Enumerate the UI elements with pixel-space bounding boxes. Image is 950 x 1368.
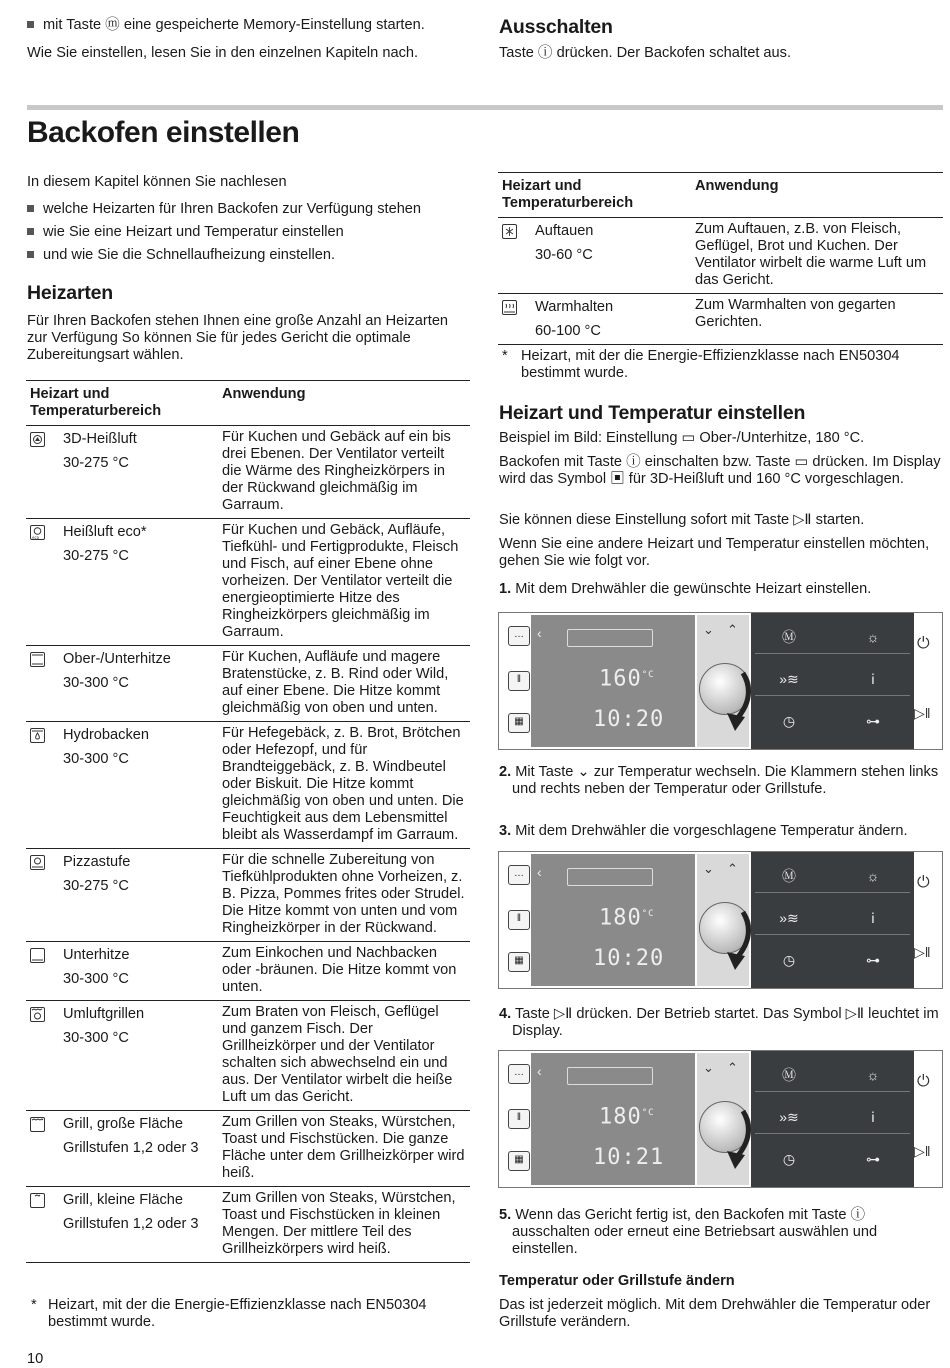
hydro-baking-icon: [30, 728, 47, 745]
list-item-text: welche Heizarten für Ihren Backofen zur Verfügung stehen: [43, 201, 422, 217]
table-row: [26, 1187, 470, 1263]
step-number: 1.: [499, 581, 512, 597]
power-icon: ⏻: [917, 1073, 930, 1090]
temperature-unit: °C: [641, 1108, 655, 1118]
einstellen-p3: Sie können diese Einstellung sofort mit Taste ▷Ⅱ starten.: [499, 512, 865, 528]
table-header-col1: Heizart und Temperaturbereich: [26, 381, 218, 426]
mode-display-box: [567, 629, 653, 647]
anwendung-cell: Zum Grillen von Steaks, Würstchen, Toast und Fischstücken in kleinen Mengen. Der mittlere Teil des Grillheizkörpers wird heiß.: [218, 1187, 470, 1263]
heizart-range: 30-300 °C: [63, 971, 129, 987]
temperature-display: [599, 905, 655, 931]
step-number: 3.: [499, 823, 512, 839]
heizart-cell: [26, 519, 218, 646]
einstellen-title: Heizart und Temperatur einstellen: [499, 402, 806, 424]
step-3: [499, 823, 943, 840]
heizart-name: Warmhalten: [535, 299, 614, 315]
top-bottom-heat-icon: [30, 652, 47, 669]
chevron-left-icon: ‹: [537, 1063, 542, 1079]
step-2: [499, 764, 939, 798]
control-panel-illustration: [498, 851, 943, 989]
memory-icon: Ⓜ: [782, 629, 796, 645]
heizart-name: Heißluft eco*: [63, 524, 147, 540]
menu-button-icon: …: [508, 865, 530, 885]
table-header-col2: Anwendung: [218, 381, 470, 426]
control-panel-illustration: [498, 612, 943, 750]
heizarten-table-cont: [498, 172, 943, 345]
lamp-icon: ☼: [866, 868, 880, 884]
table-row: [26, 519, 470, 646]
info-icon: ⅰ: [871, 1109, 875, 1125]
heizart-name: Auftauen: [535, 223, 594, 239]
heizart-cell: [498, 294, 691, 345]
start-pause-icon: ▷‖: [914, 944, 931, 960]
table-row: [26, 426, 470, 519]
heizart-name: 3D-Heißluft: [63, 431, 137, 447]
footnote-star: *: [502, 348, 508, 364]
cookbook-button-icon: ǁ: [508, 910, 530, 930]
3d-hot-air-icon: [30, 432, 47, 449]
keep-warm-icon: [502, 300, 519, 317]
button-panel: [751, 613, 914, 749]
heizart-range: 30-275 °C: [63, 455, 129, 471]
key-lock-icon: ⊶: [866, 1151, 880, 1167]
anwendung-cell: Zum Warmhalten von gegarten Gerichten.: [691, 294, 943, 345]
power-icon: ⏻: [917, 635, 930, 652]
heizart-cell: [26, 942, 218, 1001]
table-row: [26, 942, 470, 1001]
timer-icon: ◷: [782, 1151, 796, 1167]
sub-text: Das ist jederzeit möglich. Mit dem Drehwähler die Temperatur oder Grillstufe verändern.: [499, 1297, 931, 1330]
heizart-range: Grillstufen 1,2 oder 3: [63, 1216, 199, 1232]
hot-air-grill-icon: [30, 1007, 47, 1024]
heizart-name: Umluftgrillen: [63, 1006, 145, 1022]
heizart-name: Grill, große Fläche: [63, 1116, 184, 1132]
grid-button-icon: ▦: [508, 1151, 530, 1171]
step-text: Taste ▷Ⅱ drücken. Der Betrieb startet. Das Symbol ▷Ⅱ leuchtet im Display.: [512, 1006, 939, 1039]
anwendung-cell: Für Kuchen, Aufläufe und magere Bratenstücke, z. B. Rind oder Wild, auf einer Ebene. Die Hitze kommt gleichmäßig von oben und unten.: [218, 646, 470, 722]
heizart-cell: [26, 646, 218, 722]
info-icon: ⅰ: [871, 910, 875, 926]
anwendung-cell: Zum Grillen von Steaks, Würstchen, Toast und Fischstücken. Die ganze Fläche unter dem Grillheizkörper wird heiß.: [218, 1111, 470, 1187]
temperature-display: [599, 1104, 655, 1130]
anwendung-cell: Für Kuchen und Gebäck auf ein bis drei Ebenen. Der Ventilator verteilt die Wärme des Ringheizkörpers in der Rückwand gleichmäßig im Garraum.: [218, 426, 470, 519]
anwendung-cell: Für die schnelle Zubereitung von Tiefkühlprodukten ohne Vorheizen, z. B. Pizza, Pommes frites oder Strudel. Die Hitze kommt von unten und vom Ringheizkörper in der Rückwand.: [218, 849, 470, 942]
anwendung-cell: Für Hefegebäck, z. B. Brot, Brötchen oder Hefezopf, und für Brandteiggebäck, z. B. Windbeutel oder Biskuit. Die Hitze kommt gleichmäßig von oben und unten. Die Feuchtigkeit aus dem Lebensmittel bleibt als Wasserdampf im Garraum.: [218, 722, 470, 849]
step-text: Mit dem Drehwähler die gewünschte Heizart einstellen.: [515, 581, 872, 597]
lamp-icon: ☼: [866, 1067, 880, 1083]
start-pause-icon: ▷‖: [914, 705, 931, 721]
heizarten-title: Heizarten: [27, 282, 113, 304]
ausschalten-text: Taste ⓘ drücken. Der Backofen schaltet aus.: [499, 45, 792, 61]
chevron-up-icon: ⌃: [727, 861, 738, 876]
time-display: 10:21: [593, 1145, 665, 1170]
temperature-value: 180: [599, 1104, 642, 1130]
chevron-down-icon: ⌄: [703, 622, 714, 637]
chevron-left-icon: ‹: [537, 864, 542, 880]
top-bullet-text: mit Taste ⓜ eine gespeicherte Memory-Einstellung starten.: [43, 17, 425, 33]
step-5: [499, 1207, 939, 1258]
start-pause-icon: ▷‖: [914, 1143, 931, 1159]
heizart-name: Grill, kleine Fläche: [63, 1192, 184, 1208]
button-panel: [751, 1051, 914, 1187]
top-note: Wie Sie einstellen, lesen Sie in den einzelnen Kapiteln nach.: [27, 45, 419, 61]
timer-icon: ◷: [782, 713, 796, 729]
step-number: 4.: [499, 1006, 512, 1022]
heizart-range: Grillstufen 1,2 oder 3: [63, 1140, 199, 1156]
heizart-range: 30-300 °C: [63, 1030, 129, 1046]
time-display: 10:20: [593, 946, 665, 971]
time-display: 10:20: [593, 707, 665, 732]
table-header-col2: Anwendung: [691, 173, 943, 218]
ausschalten-title: Ausschalten: [499, 16, 613, 38]
menu-button-icon: …: [508, 1064, 530, 1084]
temperature-unit: °C: [641, 909, 655, 919]
step-number: 5.: [499, 1207, 512, 1223]
hot-air-eco-icon: [30, 525, 47, 542]
page-number: 10: [27, 1351, 44, 1367]
rapid-heat-icon: »≋: [779, 1109, 799, 1125]
table-row: [26, 646, 470, 722]
heizart-cell: [26, 1111, 218, 1187]
list-item: [27, 224, 467, 241]
step-text: Mit dem Drehwähler die vorgeschlagene Temperatur ändern.: [515, 823, 908, 839]
step-4: [499, 1006, 939, 1040]
key-lock-icon: ⊶: [866, 713, 880, 729]
chevron-down-icon: ⌄: [703, 861, 714, 876]
svg-text:eco: eco: [32, 535, 40, 540]
lamp-icon: ☼: [866, 629, 880, 645]
cookbook-button-icon: ǁ: [508, 671, 530, 691]
heizart-range: 30-275 °C: [63, 548, 129, 564]
rapid-heat-icon: »≋: [779, 671, 799, 687]
heizart-name: Pizzastufe: [63, 854, 131, 870]
temperature-value: 180: [599, 905, 642, 931]
rotate-arrow-icon: [705, 908, 755, 978]
chevron-up-icon: ⌃: [727, 1060, 738, 1075]
anwendung-cell: Zum Einkochen und Nachbacken oder -bräunen. Die Hitze kommt von unten.: [218, 942, 470, 1001]
power-icon: ⏻: [917, 874, 930, 891]
memory-icon: Ⓜ: [782, 1067, 796, 1083]
step-1: [499, 581, 943, 598]
rotate-arrow-icon: [705, 1107, 755, 1177]
grill-small-icon: [30, 1193, 47, 1210]
knob-area: [697, 854, 749, 986]
rapid-heat-icon: »≋: [779, 910, 799, 926]
temperature-value: 160: [599, 666, 642, 692]
heizart-cell: [26, 1187, 218, 1263]
table-row: [26, 1001, 470, 1111]
memory-icon: Ⓜ: [782, 868, 796, 884]
heizart-name: Hydrobacken: [63, 727, 149, 743]
heizarten-text: Für Ihren Backofen stehen Ihnen eine große Anzahl an Heizarten zur Verfügung So können Sie für jedes Gericht die optimale Zubereitungsart wählen.: [27, 313, 449, 363]
key-lock-icon: ⊶: [866, 952, 880, 968]
heizart-cell: [26, 1001, 218, 1111]
heizarten-table: [26, 380, 470, 1263]
step-number: 2.: [499, 764, 512, 780]
anwendung-cell: Zum Auftauen, z.B. von Fleisch, Geflügel, Brot und Kuchen. Der Ventilator wirbelt die warme Luft um das Gericht.: [691, 218, 943, 294]
table-row: [26, 849, 470, 942]
footnote-right: Heizart, mit der die Energie-Effizienzklasse nach EN50304 bestimmt wurde.: [521, 348, 900, 381]
list-item-text: und wie Sie die Schnellaufheizung einstellen.: [43, 247, 336, 263]
list-item: [27, 201, 467, 218]
cookbook-button-icon: ǁ: [508, 1109, 530, 1129]
menu-button-icon: …: [508, 626, 530, 646]
anwendung-cell: Zum Braten von Fleisch, Geflügel und ganzem Fisch. Der Grillheizkörper und der Ventilator schalten sich abwechselnd ein und aus. Der Ventilator wirbelt die heiße Luft um das Gericht.: [218, 1001, 470, 1111]
temperature-unit: °C: [641, 670, 655, 680]
einstellen-p1: Beispiel im Bild: Einstellung ▭ Ober-/Unterhitze, 180 °C.: [499, 430, 865, 446]
grid-button-icon: ▦: [508, 952, 530, 972]
heizart-range: 60-100 °C: [535, 323, 601, 339]
timer-icon: ◷: [782, 952, 796, 968]
rotate-arrow-icon: [705, 669, 755, 739]
grill-large-icon: [30, 1117, 47, 1134]
footnote-star: *: [31, 1297, 37, 1313]
heizart-range: 30-60 °C: [535, 247, 593, 263]
info-icon: ⅰ: [871, 671, 875, 687]
table-header-col1: Heizart und Temperaturbereich: [498, 173, 691, 218]
knob-area: [697, 1053, 749, 1185]
einstellen-p4: Wenn Sie eine andere Heizart und Temperatur einstellen möchten, gehen Sie wie folgt vor.: [499, 536, 930, 569]
anwendung-cell: Für Kuchen und Gebäck, Aufläufe, Tiefkühl- und Fertigprodukte, Fleisch und Fisch, auf einer Ebene ohne vorheizen. Der Ventilator verteilt die energieoptimierte Hitze des Ringheizkörpers gleichmäßig im Garraum.: [218, 519, 470, 646]
table-row: [26, 1111, 470, 1187]
display-area: [531, 854, 695, 986]
heizart-range: 30-275 °C: [63, 878, 129, 894]
mode-display-box: [567, 868, 653, 886]
display-area: [531, 1053, 695, 1185]
top-bullet: [27, 17, 467, 34]
heizart-name: Unterhitze: [63, 947, 130, 963]
heizart-cell: [26, 849, 218, 942]
pizza-setting-icon: [30, 855, 47, 872]
temperature-display: [599, 666, 655, 692]
einstellen-p2: Backofen mit Taste ⓘ einschalten bzw. Taste ▭ drücken. Im Display wird das Symbol ▣ für 3D-Heißluft und 160 °C vorgeschlagen.: [499, 454, 941, 487]
mode-display-box: [567, 1067, 653, 1085]
section-divider: [27, 105, 943, 110]
heizart-range: 30-300 °C: [63, 751, 129, 767]
heizart-cell: [26, 426, 218, 519]
chevron-down-icon: ⌄: [703, 1060, 714, 1075]
list-item-text: wie Sie eine Heizart und Temperatur einstellen: [43, 224, 344, 240]
step-text: Mit Taste ⌄ zur Temperatur wechseln. Die Klammern stehen links und rechts neben der Temperatur oder Grillstufe.: [512, 764, 939, 797]
knob-area: [697, 615, 749, 747]
heizart-cell: [26, 722, 218, 849]
chevron-left-icon: ‹: [537, 625, 542, 641]
heizart-name: Ober-/Unterhitze: [63, 651, 171, 667]
heizart-range: 30-300 °C: [63, 675, 129, 691]
heizart-cell: [498, 218, 691, 294]
table-row: [498, 294, 943, 345]
grid-button-icon: ▦: [508, 713, 530, 733]
intro-text: In diesem Kapitel können Sie nachlesen: [27, 174, 287, 190]
button-panel: [751, 852, 914, 988]
list-item: [27, 247, 467, 264]
step-text: Wenn das Gericht fertig ist, den Backofen mit Taste ⓘ ausschalten oder erneut eine Betriebsart auswählen und einstellen.: [512, 1207, 878, 1257]
intro-bullets: [27, 201, 467, 264]
sub-title: Temperatur oder Grillstufe ändern: [499, 1273, 735, 1289]
defrost-icon: [502, 224, 519, 241]
table-row: [26, 722, 470, 849]
bottom-heat-icon: [30, 948, 47, 965]
control-panel-illustration: [498, 1050, 943, 1188]
chevron-up-icon: ⌃: [727, 622, 738, 637]
table-row: [498, 218, 943, 294]
display-area: [531, 615, 695, 747]
page-title: Backofen einstellen: [27, 116, 300, 149]
footnote-main: Heizart, mit der die Energie-Effizienzklasse nach EN50304 bestimmt wurde.: [48, 1297, 427, 1330]
